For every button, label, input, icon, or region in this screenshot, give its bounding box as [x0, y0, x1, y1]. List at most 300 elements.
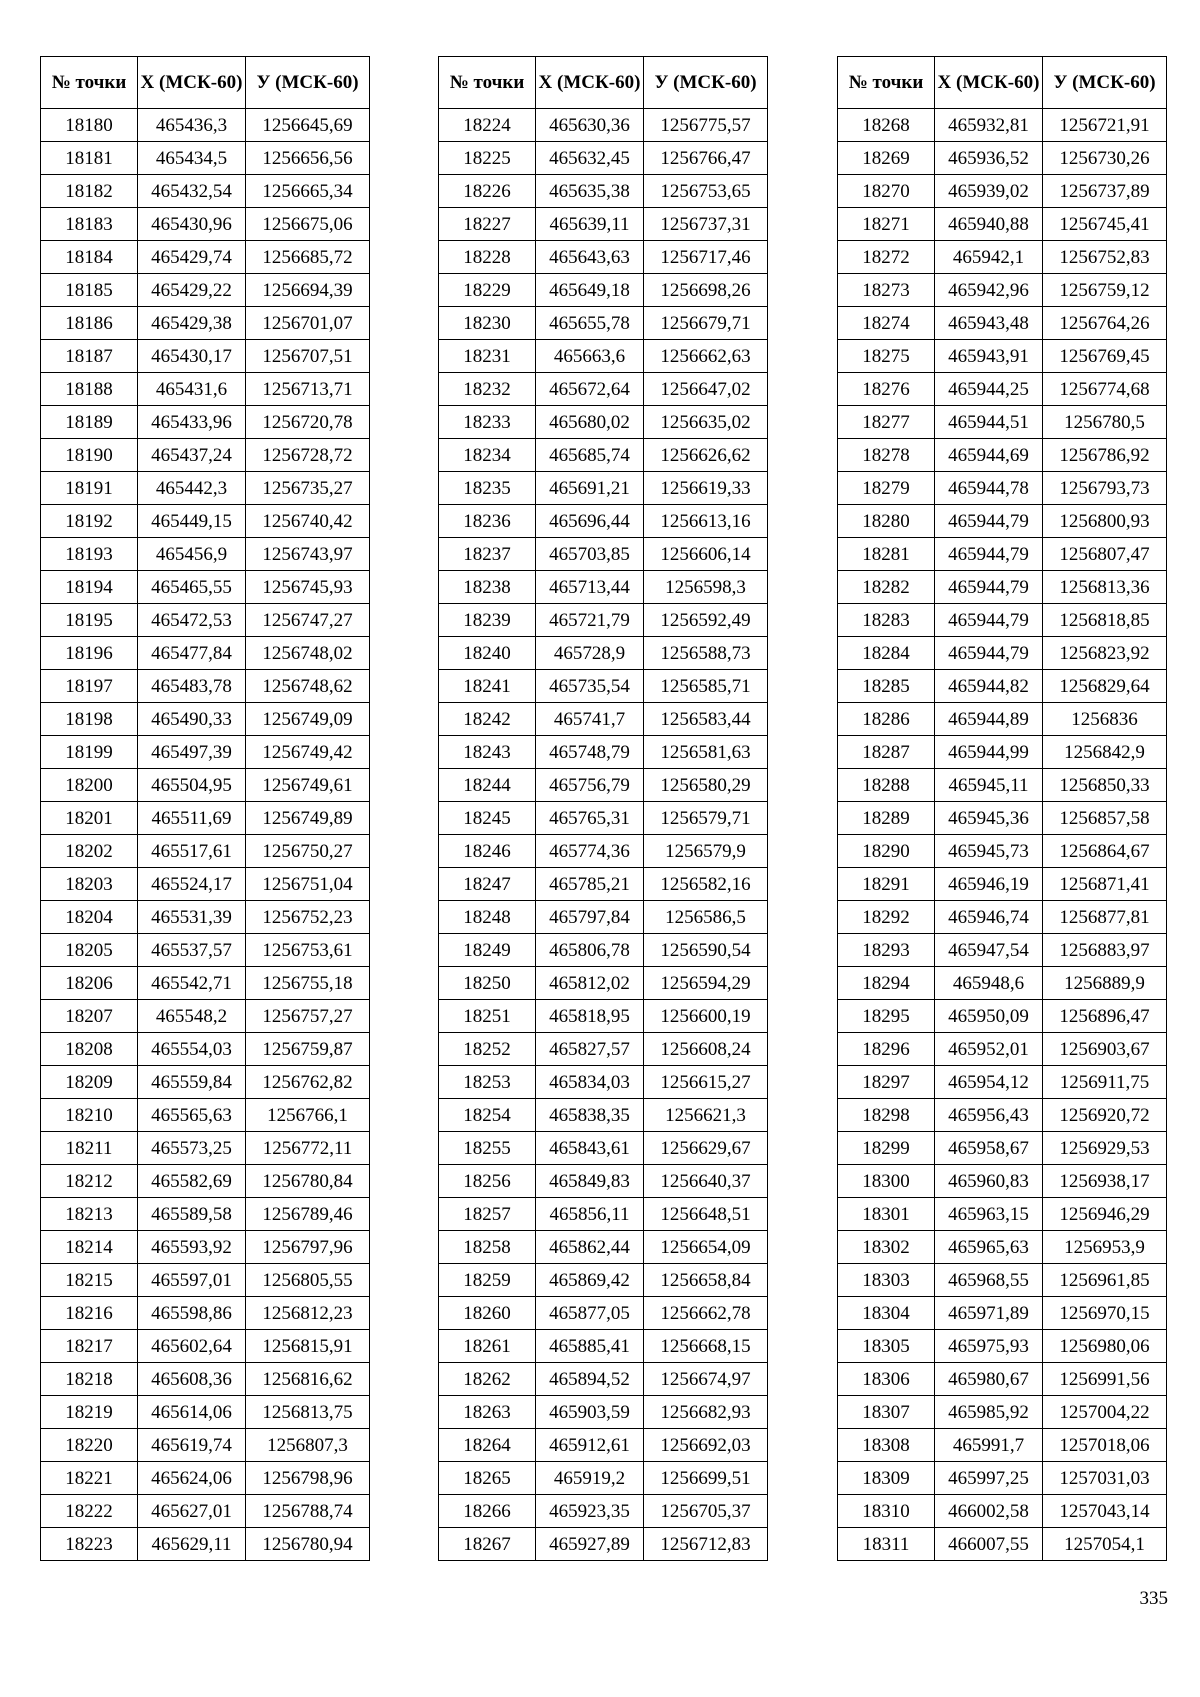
y-coordinate-cell: 1256737,89 [1043, 175, 1167, 208]
table-row [838, 274, 1167, 307]
point-number-cell: 18300 [838, 1165, 935, 1198]
x-coordinate-cell: 465756,79 [536, 769, 644, 802]
x-coordinate-cell: 465433,96 [138, 406, 246, 439]
x-coordinate-cell: 465945,11 [935, 769, 1043, 802]
x-coordinate-cell: 465735,54 [536, 670, 644, 703]
point-number-cell: 18234 [439, 439, 536, 472]
y-coordinate-cell: 1257054,1 [1043, 1528, 1167, 1561]
x-coordinate-cell: 465593,92 [138, 1231, 246, 1264]
y-coordinate-cell: 1256668,15 [644, 1330, 768, 1363]
point-number-cell: 18263 [439, 1396, 536, 1429]
y-coordinate-cell: 1256662,63 [644, 340, 768, 373]
y-coordinate-cell: 1256579,9 [644, 835, 768, 868]
y-coordinate-cell: 1256929,53 [1043, 1132, 1167, 1165]
point-number-cell: 18188 [41, 373, 138, 406]
y-coordinate-cell: 1256759,12 [1043, 274, 1167, 307]
point-number-cell: 18275 [838, 340, 935, 373]
table-row [439, 835, 768, 868]
y-coordinate-cell: 1256793,73 [1043, 472, 1167, 505]
y-coordinate-cell: 1256772,11 [246, 1132, 370, 1165]
x-coordinate-cell: 465945,73 [935, 835, 1043, 868]
table-row [439, 1231, 768, 1264]
y-coordinate-cell: 1256871,41 [1043, 868, 1167, 901]
x-coordinate-cell: 465504,95 [138, 769, 246, 802]
x-coordinate-cell: 465672,64 [536, 373, 644, 406]
x-coordinate-cell: 465912,61 [536, 1429, 644, 1462]
y-coordinate-cell: 1257031,03 [1043, 1462, 1167, 1495]
point-number-cell: 18235 [439, 472, 536, 505]
x-coordinate-cell: 465442,3 [138, 472, 246, 505]
point-number-cell: 18278 [838, 439, 935, 472]
y-coordinate-cell: 1256590,54 [644, 934, 768, 967]
point-number-cell: 18195 [41, 604, 138, 637]
y-coordinate-cell: 1256750,27 [246, 835, 370, 868]
point-number-cell: 18292 [838, 901, 935, 934]
table-row [439, 802, 768, 835]
x-coordinate-cell: 465947,54 [935, 934, 1043, 967]
coordinates-table-2 [438, 56, 768, 1561]
table-row [838, 802, 1167, 835]
table-row [838, 1528, 1167, 1561]
y-coordinate-cell: 1256850,33 [1043, 769, 1167, 802]
table-row [41, 1330, 370, 1363]
coordinates-table-3 [837, 56, 1167, 1561]
point-number-cell: 18221 [41, 1462, 138, 1495]
table-row [838, 967, 1167, 1000]
x-coordinate-cell: 465944,79 [935, 637, 1043, 670]
table-row [838, 703, 1167, 736]
y-coordinate-cell: 1256745,93 [246, 571, 370, 604]
point-number-cell: 18260 [439, 1297, 536, 1330]
point-number-cell: 18219 [41, 1396, 138, 1429]
y-coordinate-cell: 1256764,26 [1043, 307, 1167, 340]
point-number-cell: 18309 [838, 1462, 935, 1495]
point-number-cell: 18230 [439, 307, 536, 340]
y-coordinate-cell: 1256946,29 [1043, 1198, 1167, 1231]
x-coordinate-cell: 465431,6 [138, 373, 246, 406]
x-coordinate-cell: 465490,33 [138, 703, 246, 736]
x-coordinate-cell: 465877,05 [536, 1297, 644, 1330]
y-coordinate-cell: 1256640,37 [644, 1165, 768, 1198]
y-coordinate-cell: 1256753,65 [644, 175, 768, 208]
y-coordinate-cell: 1256674,97 [644, 1363, 768, 1396]
x-coordinate-cell: 465956,43 [935, 1099, 1043, 1132]
table-header-row [439, 57, 768, 109]
table-row [838, 868, 1167, 901]
point-number-cell: 18216 [41, 1297, 138, 1330]
x-coordinate-cell: 465477,84 [138, 637, 246, 670]
point-number-cell: 18249 [439, 934, 536, 967]
table-row [838, 1396, 1167, 1429]
point-number-cell: 18236 [439, 505, 536, 538]
x-coordinate-cell: 465639,11 [536, 208, 644, 241]
y-coordinate-cell: 1256737,31 [644, 208, 768, 241]
y-coordinate-cell: 1256720,78 [246, 406, 370, 439]
x-coordinate-cell: 465944,79 [935, 505, 1043, 538]
table-row [439, 241, 768, 274]
y-coordinate-cell: 1256749,61 [246, 769, 370, 802]
table-row [439, 670, 768, 703]
table-row [41, 142, 370, 175]
point-number-cell: 18305 [838, 1330, 935, 1363]
table-row [838, 934, 1167, 967]
table-row [41, 736, 370, 769]
table-row [41, 571, 370, 604]
header-point-number: № точки [439, 57, 536, 109]
table-row [41, 802, 370, 835]
x-coordinate-cell: 465517,61 [138, 835, 246, 868]
y-coordinate-cell: 1256823,92 [1043, 637, 1167, 670]
y-coordinate-cell: 1256749,42 [246, 736, 370, 769]
point-number-cell: 18255 [439, 1132, 536, 1165]
x-coordinate-cell: 465728,9 [536, 637, 644, 670]
point-number-cell: 18281 [838, 538, 935, 571]
y-coordinate-cell: 1256606,14 [644, 538, 768, 571]
table-row [41, 901, 370, 934]
point-number-cell: 18185 [41, 274, 138, 307]
point-number-cell: 18220 [41, 1429, 138, 1462]
coordinates-table-1 [40, 56, 370, 1561]
x-coordinate-cell: 465531,39 [138, 901, 246, 934]
table-row [439, 1363, 768, 1396]
x-coordinate-cell: 465465,55 [138, 571, 246, 604]
y-coordinate-cell: 1256807,47 [1043, 538, 1167, 571]
point-number-cell: 18253 [439, 1066, 536, 1099]
table-row [41, 505, 370, 538]
y-coordinate-cell: 1256780,84 [246, 1165, 370, 1198]
y-coordinate-cell: 1256600,19 [644, 1000, 768, 1033]
point-number-cell: 18274 [838, 307, 935, 340]
x-coordinate-cell: 465429,38 [138, 307, 246, 340]
point-number-cell: 18217 [41, 1330, 138, 1363]
point-number-cell: 18215 [41, 1264, 138, 1297]
y-coordinate-cell: 1256580,29 [644, 769, 768, 802]
y-coordinate-cell: 1256786,92 [1043, 439, 1167, 472]
table-row [838, 1264, 1167, 1297]
point-number-cell: 18200 [41, 769, 138, 802]
x-coordinate-cell: 465696,44 [536, 505, 644, 538]
x-coordinate-cell: 465945,36 [935, 802, 1043, 835]
table-row [439, 1033, 768, 1066]
y-coordinate-cell: 1256692,03 [644, 1429, 768, 1462]
x-coordinate-cell: 465430,17 [138, 340, 246, 373]
x-coordinate-cell: 465946,74 [935, 901, 1043, 934]
point-number-cell: 18245 [439, 802, 536, 835]
point-number-cell: 18198 [41, 703, 138, 736]
y-coordinate-cell: 1256626,62 [644, 439, 768, 472]
table-row [439, 538, 768, 571]
x-coordinate-cell: 465838,35 [536, 1099, 644, 1132]
point-number-cell: 18224 [439, 109, 536, 142]
table-row [838, 1462, 1167, 1495]
table-row [41, 1000, 370, 1033]
point-number-cell: 18286 [838, 703, 935, 736]
x-coordinate-cell: 465834,03 [536, 1066, 644, 1099]
point-number-cell: 18211 [41, 1132, 138, 1165]
point-number-cell: 18268 [838, 109, 935, 142]
x-coordinate-cell: 465944,99 [935, 736, 1043, 769]
x-coordinate-cell: 465542,71 [138, 967, 246, 1000]
point-number-cell: 18210 [41, 1099, 138, 1132]
y-coordinate-cell: 1256647,02 [644, 373, 768, 406]
y-coordinate-cell: 1256864,67 [1043, 835, 1167, 868]
point-number-cell: 18272 [838, 241, 935, 274]
x-coordinate-cell: 465806,78 [536, 934, 644, 967]
x-coordinate-cell: 465903,59 [536, 1396, 644, 1429]
point-number-cell: 18285 [838, 670, 935, 703]
y-coordinate-cell: 1256594,29 [644, 967, 768, 1000]
point-number-cell: 18254 [439, 1099, 536, 1132]
y-coordinate-cell: 1256752,83 [1043, 241, 1167, 274]
table-row [41, 109, 370, 142]
table-row [439, 934, 768, 967]
table-row [439, 1462, 768, 1495]
y-coordinate-cell: 1256749,89 [246, 802, 370, 835]
table-row [439, 1330, 768, 1363]
x-coordinate-cell: 465630,36 [536, 109, 644, 142]
point-number-cell: 18209 [41, 1066, 138, 1099]
x-coordinate-cell: 465862,44 [536, 1231, 644, 1264]
y-coordinate-cell: 1256635,02 [644, 406, 768, 439]
point-number-cell: 18308 [838, 1429, 935, 1462]
point-number-cell: 18299 [838, 1132, 935, 1165]
point-number-cell: 18186 [41, 307, 138, 340]
y-coordinate-cell: 1256920,72 [1043, 1099, 1167, 1132]
x-coordinate-cell: 465627,01 [138, 1495, 246, 1528]
x-coordinate-cell: 465548,2 [138, 1000, 246, 1033]
x-coordinate-cell: 465655,78 [536, 307, 644, 340]
table-row [838, 1231, 1167, 1264]
x-coordinate-cell: 465774,36 [536, 835, 644, 868]
x-coordinate-cell: 465619,74 [138, 1429, 246, 1462]
y-coordinate-cell: 1256805,55 [246, 1264, 370, 1297]
y-coordinate-cell: 1256812,23 [246, 1297, 370, 1330]
table-row [41, 1429, 370, 1462]
y-coordinate-cell: 1256713,71 [246, 373, 370, 406]
y-coordinate-cell: 1256818,85 [1043, 604, 1167, 637]
table-row [41, 1264, 370, 1297]
x-coordinate-cell: 465885,41 [536, 1330, 644, 1363]
point-number-cell: 18225 [439, 142, 536, 175]
x-coordinate-cell: 465559,84 [138, 1066, 246, 1099]
point-number-cell: 18306 [838, 1363, 935, 1396]
x-coordinate-cell: 465511,69 [138, 802, 246, 835]
point-number-cell: 18248 [439, 901, 536, 934]
y-coordinate-cell: 1256769,45 [1043, 340, 1167, 373]
table-row [41, 868, 370, 901]
x-coordinate-cell: 465944,79 [935, 571, 1043, 604]
table-row [41, 670, 370, 703]
point-number-cell: 18259 [439, 1264, 536, 1297]
table-row [41, 1033, 370, 1066]
table-row [838, 472, 1167, 505]
y-coordinate-cell: 1256585,71 [644, 670, 768, 703]
y-coordinate-cell: 1257004,22 [1043, 1396, 1167, 1429]
table-row [838, 1165, 1167, 1198]
y-coordinate-cell: 1256753,61 [246, 934, 370, 967]
point-number-cell: 18202 [41, 835, 138, 868]
point-number-cell: 18201 [41, 802, 138, 835]
point-number-cell: 18267 [439, 1528, 536, 1561]
table-row [838, 307, 1167, 340]
table-row [41, 967, 370, 1000]
x-coordinate-cell: 465952,01 [935, 1033, 1043, 1066]
x-coordinate-cell: 465785,21 [536, 868, 644, 901]
point-number-cell: 18206 [41, 967, 138, 1000]
point-number-cell: 18212 [41, 1165, 138, 1198]
y-coordinate-cell: 1256815,91 [246, 1330, 370, 1363]
x-coordinate-cell: 465703,85 [536, 538, 644, 571]
x-coordinate-cell: 465436,3 [138, 109, 246, 142]
x-coordinate-cell: 465927,89 [536, 1528, 644, 1561]
point-number-cell: 18279 [838, 472, 935, 505]
table-row [41, 1066, 370, 1099]
y-coordinate-cell: 1256621,3 [644, 1099, 768, 1132]
table-row [439, 340, 768, 373]
x-coordinate-cell: 465765,31 [536, 802, 644, 835]
point-number-cell: 18282 [838, 571, 935, 604]
x-coordinate-cell: 465827,57 [536, 1033, 644, 1066]
x-coordinate-cell: 465968,55 [935, 1264, 1043, 1297]
point-number-cell: 18207 [41, 1000, 138, 1033]
x-coordinate-cell: 465954,12 [935, 1066, 1043, 1099]
x-coordinate-cell: 465632,45 [536, 142, 644, 175]
point-number-cell: 18311 [838, 1528, 935, 1561]
x-coordinate-cell: 465975,93 [935, 1330, 1043, 1363]
header-x-coordinate: X (МСК-60) [935, 57, 1043, 109]
x-coordinate-cell: 465456,9 [138, 538, 246, 571]
point-number-cell: 18295 [838, 1000, 935, 1033]
point-number-cell: 18205 [41, 934, 138, 967]
point-number-cell: 18296 [838, 1033, 935, 1066]
point-number-cell: 18287 [838, 736, 935, 769]
point-number-cell: 18276 [838, 373, 935, 406]
table-row [439, 142, 768, 175]
header-x-coordinate: X (МСК-60) [536, 57, 644, 109]
y-coordinate-cell: 1256743,97 [246, 538, 370, 571]
point-number-cell: 18301 [838, 1198, 935, 1231]
point-number-cell: 18214 [41, 1231, 138, 1264]
point-number-cell: 18183 [41, 208, 138, 241]
x-coordinate-cell: 465944,82 [935, 670, 1043, 703]
y-coordinate-cell: 1256592,49 [644, 604, 768, 637]
x-coordinate-cell: 466002,58 [935, 1495, 1043, 1528]
x-coordinate-cell: 465943,91 [935, 340, 1043, 373]
point-number-cell: 18293 [838, 934, 935, 967]
y-coordinate-cell: 1256842,9 [1043, 736, 1167, 769]
table-row [838, 439, 1167, 472]
table-row [41, 439, 370, 472]
x-coordinate-cell: 465483,78 [138, 670, 246, 703]
point-number-cell: 18208 [41, 1033, 138, 1066]
table-row [838, 1099, 1167, 1132]
y-coordinate-cell: 1256583,44 [644, 703, 768, 736]
table-row [838, 1000, 1167, 1033]
y-coordinate-cell: 1256774,68 [1043, 373, 1167, 406]
y-coordinate-cell: 1256613,16 [644, 505, 768, 538]
x-coordinate-cell: 465965,63 [935, 1231, 1043, 1264]
y-coordinate-cell: 1256757,27 [246, 1000, 370, 1033]
y-coordinate-cell: 1256705,37 [644, 1495, 768, 1528]
x-coordinate-cell: 465608,36 [138, 1363, 246, 1396]
point-number-cell: 18246 [439, 835, 536, 868]
x-coordinate-cell: 465598,86 [138, 1297, 246, 1330]
table-row [838, 406, 1167, 439]
table-row [838, 1330, 1167, 1363]
x-coordinate-cell: 466007,55 [935, 1528, 1043, 1561]
table-row [439, 736, 768, 769]
point-number-cell: 18226 [439, 175, 536, 208]
x-coordinate-cell: 465582,69 [138, 1165, 246, 1198]
table-row [439, 175, 768, 208]
y-coordinate-cell: 1256707,51 [246, 340, 370, 373]
x-coordinate-cell: 465449,15 [138, 505, 246, 538]
y-coordinate-cell: 1256586,5 [644, 901, 768, 934]
table-row [41, 934, 370, 967]
table-row [41, 1396, 370, 1429]
table-row [439, 604, 768, 637]
y-coordinate-cell: 1256656,56 [246, 142, 370, 175]
table-row [838, 835, 1167, 868]
y-coordinate-cell: 1256698,26 [644, 274, 768, 307]
table-header-row [838, 57, 1167, 109]
y-coordinate-cell: 1256717,46 [644, 241, 768, 274]
table-row [838, 373, 1167, 406]
y-coordinate-cell: 1256679,71 [644, 307, 768, 340]
table-row [439, 901, 768, 934]
header-y-coordinate: У (МСК-60) [644, 57, 768, 109]
table-row [439, 1495, 768, 1528]
table-row [838, 109, 1167, 142]
y-coordinate-cell: 1256629,67 [644, 1132, 768, 1165]
table-row [838, 1297, 1167, 1330]
point-number-cell: 18223 [41, 1528, 138, 1561]
x-coordinate-cell: 465971,89 [935, 1297, 1043, 1330]
point-number-cell: 18218 [41, 1363, 138, 1396]
point-number-cell: 18283 [838, 604, 935, 637]
table-row [41, 241, 370, 274]
table-row [838, 1132, 1167, 1165]
x-coordinate-cell: 465919,2 [536, 1462, 644, 1495]
x-coordinate-cell: 465430,96 [138, 208, 246, 241]
y-coordinate-cell: 1256877,81 [1043, 901, 1167, 934]
x-coordinate-cell: 465680,02 [536, 406, 644, 439]
x-coordinate-cell: 465429,74 [138, 241, 246, 274]
x-coordinate-cell: 465635,38 [536, 175, 644, 208]
table-row [41, 175, 370, 208]
y-coordinate-cell: 1256755,18 [246, 967, 370, 1000]
point-number-cell: 18297 [838, 1066, 935, 1099]
x-coordinate-cell: 465923,35 [536, 1495, 644, 1528]
y-coordinate-cell: 1256829,64 [1043, 670, 1167, 703]
table-row [439, 967, 768, 1000]
point-number-cell: 18182 [41, 175, 138, 208]
y-coordinate-cell: 1256654,09 [644, 1231, 768, 1264]
table-row [838, 571, 1167, 604]
x-coordinate-cell: 465812,02 [536, 967, 644, 1000]
y-coordinate-cell: 1256797,96 [246, 1231, 370, 1264]
table-row [838, 505, 1167, 538]
table-row [41, 604, 370, 637]
y-coordinate-cell: 1256752,23 [246, 901, 370, 934]
point-number-cell: 18271 [838, 208, 935, 241]
y-coordinate-cell: 1256766,47 [644, 142, 768, 175]
y-coordinate-cell: 1256658,84 [644, 1264, 768, 1297]
header-y-coordinate: У (МСК-60) [1043, 57, 1167, 109]
y-coordinate-cell: 1256740,42 [246, 505, 370, 538]
x-coordinate-cell: 465602,64 [138, 1330, 246, 1363]
point-number-cell: 18232 [439, 373, 536, 406]
